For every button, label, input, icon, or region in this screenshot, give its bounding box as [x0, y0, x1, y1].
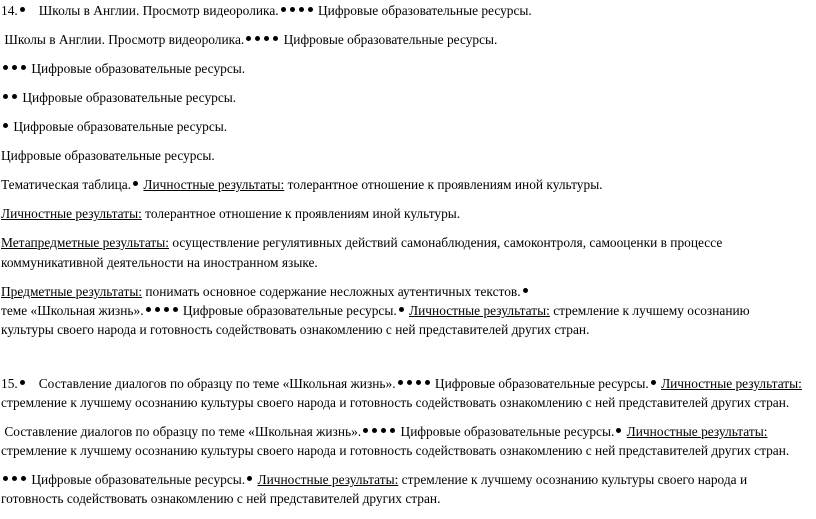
- meta-results-text-cont: коммуникативной деятельности на иностранном языке.: [1, 255, 318, 270]
- resources-text: Цифровые образовательные ресурсы.: [31, 61, 246, 76]
- striving-text: стремление к лучшему осознанию культуры своего народа и готовность содействовать ознакомлению с ней представителей других стран.: [1, 443, 790, 458]
- resources-text: Цифровые образовательные ресурсы.: [434, 376, 649, 391]
- personal-results-text: толерантное отношение к проявлениям иной культуры.: [141, 206, 461, 221]
- bullet-icon: [247, 476, 252, 481]
- bullet-icon: [381, 428, 386, 433]
- meta-results-text: осуществление регулятивных действий самонаблюдения, самоконтроля, самооценки в процессе: [169, 235, 723, 250]
- personal-results-label: Личностные результаты:: [143, 177, 285, 192]
- bullet-icon: [407, 380, 412, 385]
- bullet-icon: [398, 380, 403, 385]
- bullet-icon: [146, 307, 151, 312]
- bullet-icon: [416, 380, 421, 385]
- doc-line: [1, 177, 603, 193]
- item-number: 14.: [1, 3, 18, 18]
- bullet-icon: [20, 380, 25, 385]
- resources-text: Цифровые образовательные ресурсы.: [22, 90, 237, 105]
- theme-text: теме «Школьная жизнь».: [1, 303, 144, 318]
- bullet-icon: [523, 288, 528, 293]
- bullet-icon: [255, 36, 260, 41]
- bullet-icon: [173, 307, 178, 312]
- bullet-icon: [3, 94, 8, 99]
- ready-text: готовность содействовать ознакомлению с ней представителей других стран.: [1, 491, 441, 506]
- bullet-icon: [425, 380, 430, 385]
- subject-results-label: Предметные результаты:: [1, 284, 143, 299]
- doc-line: [1, 443, 789, 459]
- doc-line: [1, 491, 440, 507]
- dialog-text: Составление диалогов по образцу по теме «Школьная жизнь».: [4, 424, 362, 439]
- bullet-icon: [3, 476, 8, 481]
- personal-results-label: Личностные результаты:: [626, 424, 768, 439]
- bullet-icon: [246, 36, 251, 41]
- doc-line: [1, 472, 747, 488]
- bullet-icon: [155, 307, 160, 312]
- bullet-icon: [290, 7, 295, 12]
- personal-results-label: Личностные результаты:: [409, 303, 550, 318]
- culture-text: культуры своего народа и готовность содействовать ознакомлению с ней представителей других стран.: [1, 322, 590, 337]
- bullet-icon: [399, 307, 404, 312]
- doc-line: [1, 255, 318, 271]
- subject-results-text: понимать основное содержание несложных аутентичных текстов.: [142, 284, 521, 299]
- resources-text: Цифровые образовательные ресурсы.: [182, 303, 397, 318]
- doc-line: [1, 376, 802, 392]
- doc-line: [1, 119, 227, 135]
- resources-text: Цифровые образовательные ресурсы.: [1, 148, 215, 163]
- bullet-icon: [3, 65, 8, 70]
- doc-line: [1, 235, 722, 251]
- personal-results-text: стремление к лучшему осознанию культуры своего народа и: [398, 472, 748, 487]
- striving-text: стремление к лучшему осознанию культуры своего народа и готовность содействовать ознакомлению с ней представителей других стран.: [1, 395, 790, 410]
- doc-line: [1, 3, 532, 19]
- resources-text: Цифровые образовательные ресурсы.: [318, 3, 532, 18]
- table-text: Тематическая таблица.: [1, 177, 132, 192]
- dialog-text: Составление диалогов по образцу по теме «Школьная жизнь».: [38, 376, 396, 391]
- personal-results-label: Личностные результаты:: [661, 376, 802, 391]
- doc-line: [1, 148, 215, 164]
- lesson-title: Школы в Англии. Просмотр видеоролика.: [38, 3, 279, 18]
- bullet-icon: [308, 7, 313, 12]
- doc-line: [1, 90, 236, 106]
- bullet-icon: [616, 428, 621, 433]
- doc-line: [1, 424, 767, 440]
- doc-line: [1, 303, 750, 319]
- meta-results-label: Метапредметные результаты:: [1, 235, 169, 250]
- doc-line: [1, 322, 589, 338]
- bullet-icon: [281, 7, 286, 12]
- bullet-icon: [12, 65, 17, 70]
- doc-line: [1, 61, 245, 77]
- doc-line: [1, 395, 789, 411]
- resources-text: Цифровые образовательные ресурсы.: [400, 424, 615, 439]
- bullet-icon: [12, 94, 17, 99]
- doc-line: [1, 284, 530, 300]
- bullet-icon: [21, 65, 26, 70]
- bullet-icon: [12, 476, 17, 481]
- doc-line: [1, 32, 497, 48]
- bullet-icon: [390, 428, 395, 433]
- resources-text: Цифровые образовательные ресурсы.: [13, 119, 228, 134]
- doc-line: [1, 206, 460, 222]
- resources-text: Цифровые образовательные ресурсы.: [31, 472, 246, 487]
- personal-results-text: стремление к лучшему осознанию: [549, 303, 750, 318]
- bullet-icon: [273, 36, 278, 41]
- personal-results-text: толерантное отношение к проявлениям иной культуры.: [284, 177, 603, 192]
- bullet-icon: [299, 7, 304, 12]
- resources-text: Цифровые образовательные ресурсы.: [283, 32, 498, 47]
- bullet-icon: [372, 428, 377, 433]
- bullet-icon: [21, 476, 26, 481]
- bullet-icon: [133, 181, 138, 186]
- personal-results-label: Личностные результаты:: [1, 206, 142, 221]
- bullet-icon: [3, 123, 8, 128]
- item-number: 15.: [1, 376, 18, 391]
- personal-results-label: Личностные результаты:: [257, 472, 399, 487]
- bullet-icon: [20, 7, 25, 12]
- bullet-icon: [363, 428, 368, 433]
- bullet-icon: [264, 36, 269, 41]
- bullet-icon: [164, 307, 169, 312]
- bullet-icon: [651, 380, 656, 385]
- lesson-title: Школы в Англии. Просмотр видеоролика.: [4, 32, 245, 47]
